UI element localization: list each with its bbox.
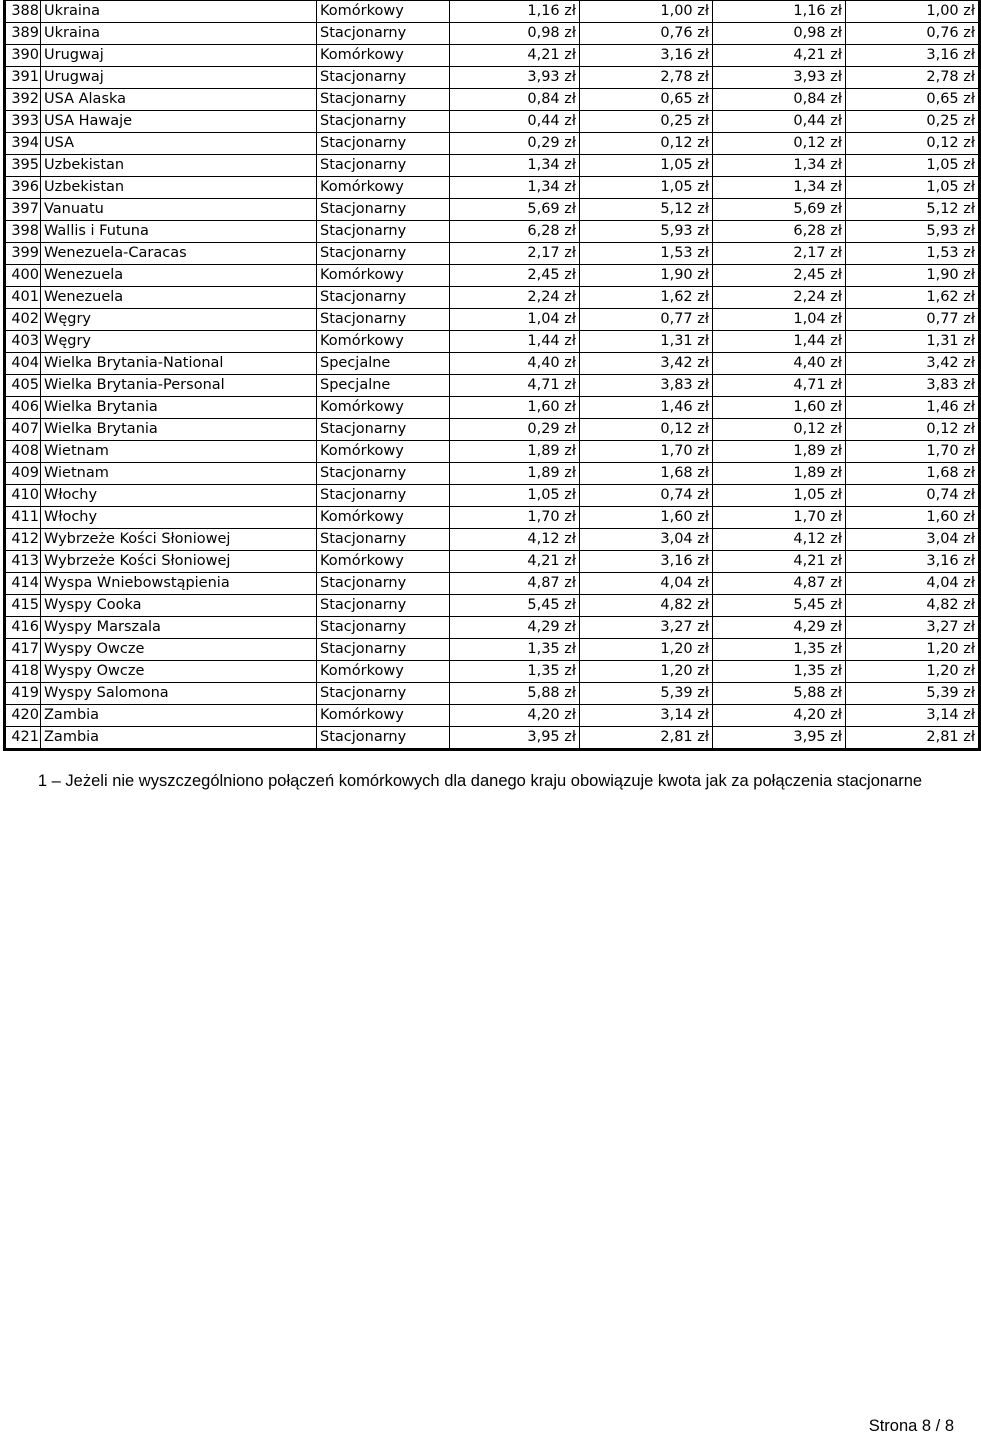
price-cell-4: 3,14 zł xyxy=(846,705,980,727)
connection-type-cell: Stacjonarny xyxy=(317,309,450,331)
price-cell-1: 1,04 zł xyxy=(450,309,580,331)
price-cell-2: 3,16 zł xyxy=(580,45,713,67)
connection-type-cell: Stacjonarny xyxy=(317,419,450,441)
price-cell-1: 1,44 zł xyxy=(450,331,580,353)
price-cell-4: 1,60 zł xyxy=(846,507,980,529)
price-cell-2: 0,25 zł xyxy=(580,111,713,133)
price-cell-1: 1,34 zł xyxy=(450,155,580,177)
price-cell-1: 5,45 zł xyxy=(450,595,580,617)
row-number: 400 xyxy=(5,265,41,287)
country-cell: Wielka Brytania xyxy=(41,419,317,441)
connection-type-cell: Stacjonarny xyxy=(317,727,450,750)
country-cell: Ukraina xyxy=(41,23,317,45)
row-number: 396 xyxy=(5,177,41,199)
table-row xyxy=(5,485,980,507)
country-cell: Vanuatu xyxy=(41,199,317,221)
price-cell-4: 1,05 zł xyxy=(846,177,980,199)
price-cell-4: 2,78 zł xyxy=(846,67,980,89)
price-cell-4: 1,05 zł xyxy=(846,155,980,177)
page-number: Strona 8 / 8 xyxy=(868,1417,954,1435)
price-cell-2: 1,68 zł xyxy=(580,463,713,485)
table-row xyxy=(5,397,980,419)
row-number: 395 xyxy=(5,155,41,177)
price-cell-2: 0,12 zł xyxy=(580,419,713,441)
row-number: 414 xyxy=(5,573,41,595)
row-number: 388 xyxy=(5,1,41,23)
connection-type-cell: Stacjonarny xyxy=(317,617,450,639)
price-cell-2: 3,83 zł xyxy=(580,375,713,397)
price-cell-3: 1,05 zł xyxy=(713,485,846,507)
connection-type-cell: Stacjonarny xyxy=(317,23,450,45)
price-cell-1: 4,87 zł xyxy=(450,573,580,595)
price-cell-4: 0,12 zł xyxy=(846,133,980,155)
price-cell-2: 3,27 zł xyxy=(580,617,713,639)
connection-type-cell: Komórkowy xyxy=(317,331,450,353)
table-row xyxy=(5,155,980,177)
connection-type-cell: Stacjonarny xyxy=(317,199,450,221)
table-row xyxy=(5,133,980,155)
price-cell-4: 1,46 zł xyxy=(846,397,980,419)
row-number: 416 xyxy=(5,617,41,639)
row-number: 419 xyxy=(5,683,41,705)
table-row xyxy=(5,177,980,199)
price-cell-3: 0,84 zł xyxy=(713,89,846,111)
price-cell-2: 1,90 zł xyxy=(580,265,713,287)
price-cell-4: 0,12 zł xyxy=(846,419,980,441)
row-number: 389 xyxy=(5,23,41,45)
price-cell-1: 1,35 zł xyxy=(450,639,580,661)
price-cell-2: 1,00 zł xyxy=(580,1,713,23)
price-cell-4: 1,53 zł xyxy=(846,243,980,265)
country-cell: Wallis i Futuna xyxy=(41,221,317,243)
price-cell-1: 0,29 zł xyxy=(450,133,580,155)
country-cell: USA xyxy=(41,133,317,155)
price-cell-1: 1,05 zł xyxy=(450,485,580,507)
price-cell-3: 1,34 zł xyxy=(713,155,846,177)
price-cell-3: 2,17 zł xyxy=(713,243,846,265)
table-row xyxy=(5,353,980,375)
row-number: 412 xyxy=(5,529,41,551)
price-cell-3: 1,35 zł xyxy=(713,661,846,683)
country-cell: Urugwaj xyxy=(41,67,317,89)
price-cell-4: 1,20 zł xyxy=(846,639,980,661)
table-row xyxy=(5,309,980,331)
price-cell-2: 1,62 zł xyxy=(580,287,713,309)
price-cell-3: 1,34 zł xyxy=(713,177,846,199)
country-cell: Wielka Brytania-National xyxy=(41,353,317,375)
row-number: 390 xyxy=(5,45,41,67)
row-number: 394 xyxy=(5,133,41,155)
row-number: 391 xyxy=(5,67,41,89)
price-cell-2: 5,93 zł xyxy=(580,221,713,243)
price-cell-1: 1,16 zł xyxy=(450,1,580,23)
price-cell-3: 4,21 zł xyxy=(713,45,846,67)
table-row xyxy=(5,199,980,221)
price-cell-4: 3,83 zł xyxy=(846,375,980,397)
price-cell-4: 1,70 zł xyxy=(846,441,980,463)
table-row xyxy=(5,617,980,639)
price-cell-1: 3,95 zł xyxy=(450,727,580,750)
price-cell-2: 1,46 zł xyxy=(580,397,713,419)
price-cell-4: 3,42 zł xyxy=(846,353,980,375)
price-cell-4: 1,62 zł xyxy=(846,287,980,309)
price-cell-3: 5,88 zł xyxy=(713,683,846,705)
row-number: 402 xyxy=(5,309,41,331)
country-cell: Wenezuela xyxy=(41,265,317,287)
connection-type-cell: Stacjonarny xyxy=(317,89,450,111)
table-row xyxy=(5,639,980,661)
country-cell: USA Hawaje xyxy=(41,111,317,133)
connection-type-cell: Stacjonarny xyxy=(317,287,450,309)
price-cell-3: 4,71 zł xyxy=(713,375,846,397)
country-cell: Wyspy Cooka xyxy=(41,595,317,617)
price-cell-4: 0,65 zł xyxy=(846,89,980,111)
country-cell: Wietnam xyxy=(41,441,317,463)
price-cell-3: 1,16 zł xyxy=(713,1,846,23)
table-row xyxy=(5,331,980,353)
row-number: 393 xyxy=(5,111,41,133)
rates-table xyxy=(3,0,981,751)
price-cell-1: 0,44 zł xyxy=(450,111,580,133)
row-number: 399 xyxy=(5,243,41,265)
row-number: 415 xyxy=(5,595,41,617)
price-cell-4: 5,39 zł xyxy=(846,683,980,705)
country-cell: Wybrzeże Kości Słoniowej xyxy=(41,529,317,551)
price-cell-2: 5,39 zł xyxy=(580,683,713,705)
price-cell-1: 1,35 zł xyxy=(450,661,580,683)
table-row xyxy=(5,705,980,727)
country-cell: Węgry xyxy=(41,331,317,353)
table-row xyxy=(5,463,980,485)
row-number: 398 xyxy=(5,221,41,243)
connection-type-cell: Stacjonarny xyxy=(317,529,450,551)
country-cell: Uzbekistan xyxy=(41,177,317,199)
price-cell-1: 5,88 zł xyxy=(450,683,580,705)
row-number: 417 xyxy=(5,639,41,661)
price-cell-2: 3,42 zł xyxy=(580,353,713,375)
country-cell: Wenezuela-Caracas xyxy=(41,243,317,265)
table-row xyxy=(5,23,980,45)
table-row xyxy=(5,89,980,111)
price-cell-4: 1,00 zł xyxy=(846,1,980,23)
price-cell-4: 0,74 zł xyxy=(846,485,980,507)
connection-type-cell: Stacjonarny xyxy=(317,639,450,661)
price-cell-3: 3,93 zł xyxy=(713,67,846,89)
price-cell-2: 3,16 zł xyxy=(580,551,713,573)
price-cell-1: 4,40 zł xyxy=(450,353,580,375)
table-row xyxy=(5,375,980,397)
price-cell-3: 3,95 zł xyxy=(713,727,846,750)
price-cell-1: 0,84 zł xyxy=(450,89,580,111)
connection-type-cell: Komórkowy xyxy=(317,507,450,529)
price-cell-2: 0,12 zł xyxy=(580,133,713,155)
price-cell-3: 4,20 zł xyxy=(713,705,846,727)
price-cell-3: 1,89 zł xyxy=(713,441,846,463)
price-cell-3: 0,98 zł xyxy=(713,23,846,45)
country-cell: Wietnam xyxy=(41,463,317,485)
row-number: 420 xyxy=(5,705,41,727)
price-cell-1: 4,20 zł xyxy=(450,705,580,727)
price-cell-1: 1,70 zł xyxy=(450,507,580,529)
price-cell-4: 1,31 zł xyxy=(846,331,980,353)
country-cell: Zambia xyxy=(41,727,317,750)
connection-type-cell: Specjalne xyxy=(317,353,450,375)
price-cell-2: 1,31 zł xyxy=(580,331,713,353)
price-cell-2: 5,12 zł xyxy=(580,199,713,221)
connection-type-cell: Komórkowy xyxy=(317,551,450,573)
price-cell-1: 1,89 zł xyxy=(450,441,580,463)
price-cell-1: 1,60 zł xyxy=(450,397,580,419)
price-cell-2: 0,76 zł xyxy=(580,23,713,45)
price-cell-2: 1,05 zł xyxy=(580,177,713,199)
price-cell-1: 1,89 zł xyxy=(450,463,580,485)
connection-type-cell: Stacjonarny xyxy=(317,683,450,705)
table-row xyxy=(5,419,980,441)
price-cell-3: 1,89 zł xyxy=(713,463,846,485)
price-cell-4: 5,93 zł xyxy=(846,221,980,243)
price-cell-1: 6,28 zł xyxy=(450,221,580,243)
table-row xyxy=(5,221,980,243)
price-cell-3: 1,44 zł xyxy=(713,331,846,353)
price-cell-2: 0,74 zł xyxy=(580,485,713,507)
price-cell-4: 1,90 zł xyxy=(846,265,980,287)
price-cell-4: 3,16 zł xyxy=(846,551,980,573)
connection-type-cell: Stacjonarny xyxy=(317,155,450,177)
row-number: 401 xyxy=(5,287,41,309)
table-row xyxy=(5,265,980,287)
row-number: 403 xyxy=(5,331,41,353)
price-cell-2: 4,04 zł xyxy=(580,573,713,595)
connection-type-cell: Komórkowy xyxy=(317,265,450,287)
price-cell-2: 0,65 zł xyxy=(580,89,713,111)
table-row xyxy=(5,661,980,683)
price-cell-4: 2,81 zł xyxy=(846,727,980,750)
table-row xyxy=(5,727,980,750)
row-number: 392 xyxy=(5,89,41,111)
table-row xyxy=(5,243,980,265)
footnote: 1 – Jeżeli nie wyszczególniono połączeń komórkowych dla danego kraju obowiązuje kwota jak za połączenia stacjonarne xyxy=(37,772,923,790)
price-cell-4: 3,27 zł xyxy=(846,617,980,639)
connection-type-cell: Stacjonarny xyxy=(317,67,450,89)
connection-type-cell: Komórkowy xyxy=(317,45,450,67)
price-cell-4: 4,82 zł xyxy=(846,595,980,617)
country-cell: Ukraina xyxy=(41,1,317,23)
row-number: 405 xyxy=(5,375,41,397)
price-cell-3: 6,28 zł xyxy=(713,221,846,243)
price-cell-3: 4,87 zł xyxy=(713,573,846,595)
price-cell-1: 2,24 zł xyxy=(450,287,580,309)
price-cell-1: 4,29 zł xyxy=(450,617,580,639)
price-cell-3: 1,04 zł xyxy=(713,309,846,331)
price-cell-4: 0,76 zł xyxy=(846,23,980,45)
country-cell: Wielka Brytania xyxy=(41,397,317,419)
price-cell-2: 0,77 zł xyxy=(580,309,713,331)
country-cell: Węgry xyxy=(41,309,317,331)
country-cell: Wyspa Wniebowstąpienia xyxy=(41,573,317,595)
price-cell-2: 1,20 zł xyxy=(580,661,713,683)
connection-type-cell: Specjalne xyxy=(317,375,450,397)
table-row xyxy=(5,287,980,309)
row-number: 413 xyxy=(5,551,41,573)
price-cell-4: 1,68 zł xyxy=(846,463,980,485)
connection-type-cell: Komórkowy xyxy=(317,177,450,199)
country-cell: USA Alaska xyxy=(41,89,317,111)
price-cell-4: 3,16 zł xyxy=(846,45,980,67)
rates-table-body xyxy=(5,1,980,750)
table-row xyxy=(5,45,980,67)
connection-type-cell: Stacjonarny xyxy=(317,485,450,507)
price-cell-1: 2,45 zł xyxy=(450,265,580,287)
price-cell-2: 2,81 zł xyxy=(580,727,713,750)
price-cell-1: 4,21 zł xyxy=(450,45,580,67)
row-number: 407 xyxy=(5,419,41,441)
price-cell-2: 1,70 zł xyxy=(580,441,713,463)
price-cell-4: 0,77 zł xyxy=(846,309,980,331)
price-cell-3: 1,35 zł xyxy=(713,639,846,661)
price-cell-1: 4,71 zł xyxy=(450,375,580,397)
price-cell-1: 5,69 zł xyxy=(450,199,580,221)
price-cell-2: 1,20 zł xyxy=(580,639,713,661)
country-cell: Urugwaj xyxy=(41,45,317,67)
price-cell-3: 0,12 zł xyxy=(713,133,846,155)
country-cell: Zambia xyxy=(41,705,317,727)
price-cell-2: 4,82 zł xyxy=(580,595,713,617)
price-cell-1: 2,17 zł xyxy=(450,243,580,265)
price-cell-2: 2,78 zł xyxy=(580,67,713,89)
price-cell-1: 0,98 zł xyxy=(450,23,580,45)
country-cell: Wyspy Owcze xyxy=(41,639,317,661)
price-cell-3: 1,70 zł xyxy=(713,507,846,529)
price-cell-3: 2,24 zł xyxy=(713,287,846,309)
country-cell: Wyspy Marszala xyxy=(41,617,317,639)
country-cell: Wenezuela xyxy=(41,287,317,309)
table-row xyxy=(5,111,980,133)
connection-type-cell: Stacjonarny xyxy=(317,595,450,617)
price-cell-1: 4,12 zł xyxy=(450,529,580,551)
row-number: 406 xyxy=(5,397,41,419)
country-cell: Uzbekistan xyxy=(41,155,317,177)
price-cell-3: 0,12 zł xyxy=(713,419,846,441)
price-cell-4: 4,04 zł xyxy=(846,573,980,595)
table-row xyxy=(5,551,980,573)
country-cell: Wyspy Salomona xyxy=(41,683,317,705)
connection-type-cell: Stacjonarny xyxy=(317,573,450,595)
connection-type-cell: Komórkowy xyxy=(317,1,450,23)
connection-type-cell: Stacjonarny xyxy=(317,133,450,155)
connection-type-cell: Komórkowy xyxy=(317,661,450,683)
table-row xyxy=(5,683,980,705)
country-cell: Wielka Brytania-Personal xyxy=(41,375,317,397)
price-cell-4: 1,20 zł xyxy=(846,661,980,683)
price-cell-3: 4,21 zł xyxy=(713,551,846,573)
price-cell-3: 5,69 zł xyxy=(713,199,846,221)
table-row xyxy=(5,573,980,595)
price-cell-3: 1,60 zł xyxy=(713,397,846,419)
price-cell-2: 1,53 zł xyxy=(580,243,713,265)
price-cell-1: 4,21 zł xyxy=(450,551,580,573)
price-cell-2: 1,05 zł xyxy=(580,155,713,177)
connection-type-cell: Stacjonarny xyxy=(317,111,450,133)
row-number: 409 xyxy=(5,463,41,485)
price-cell-1: 3,93 zł xyxy=(450,67,580,89)
row-number: 404 xyxy=(5,353,41,375)
price-cell-2: 3,14 zł xyxy=(580,705,713,727)
table-row xyxy=(5,507,980,529)
connection-type-cell: Komórkowy xyxy=(317,397,450,419)
price-cell-2: 1,60 zł xyxy=(580,507,713,529)
country-cell: Wyspy Owcze xyxy=(41,661,317,683)
connection-type-cell: Stacjonarny xyxy=(317,243,450,265)
row-number: 411 xyxy=(5,507,41,529)
row-number: 418 xyxy=(5,661,41,683)
row-number: 421 xyxy=(5,727,41,750)
price-cell-1: 0,29 zł xyxy=(450,419,580,441)
connection-type-cell: Stacjonarny xyxy=(317,221,450,243)
connection-type-cell: Komórkowy xyxy=(317,441,450,463)
table-row xyxy=(5,595,980,617)
connection-type-cell: Komórkowy xyxy=(317,705,450,727)
price-cell-4: 3,04 zł xyxy=(846,529,980,551)
table-row xyxy=(5,441,980,463)
price-cell-1: 1,34 zł xyxy=(450,177,580,199)
price-cell-3: 4,29 zł xyxy=(713,617,846,639)
price-cell-3: 5,45 zł xyxy=(713,595,846,617)
country-cell: Włochy xyxy=(41,485,317,507)
price-cell-3: 0,44 zł xyxy=(713,111,846,133)
price-cell-3: 2,45 zł xyxy=(713,265,846,287)
row-number: 408 xyxy=(5,441,41,463)
country-cell: Włochy xyxy=(41,507,317,529)
table-row xyxy=(5,529,980,551)
table-row xyxy=(5,1,980,23)
price-cell-3: 4,40 zł xyxy=(713,353,846,375)
country-cell: Wybrzeże Kości Słoniowej xyxy=(41,551,317,573)
price-cell-3: 4,12 zł xyxy=(713,529,846,551)
price-cell-4: 0,25 zł xyxy=(846,111,980,133)
row-number: 397 xyxy=(5,199,41,221)
row-number: 410 xyxy=(5,485,41,507)
connection-type-cell: Stacjonarny xyxy=(317,463,450,485)
price-cell-4: 5,12 zł xyxy=(846,199,980,221)
price-cell-2: 3,04 zł xyxy=(580,529,713,551)
table-row xyxy=(5,67,980,89)
